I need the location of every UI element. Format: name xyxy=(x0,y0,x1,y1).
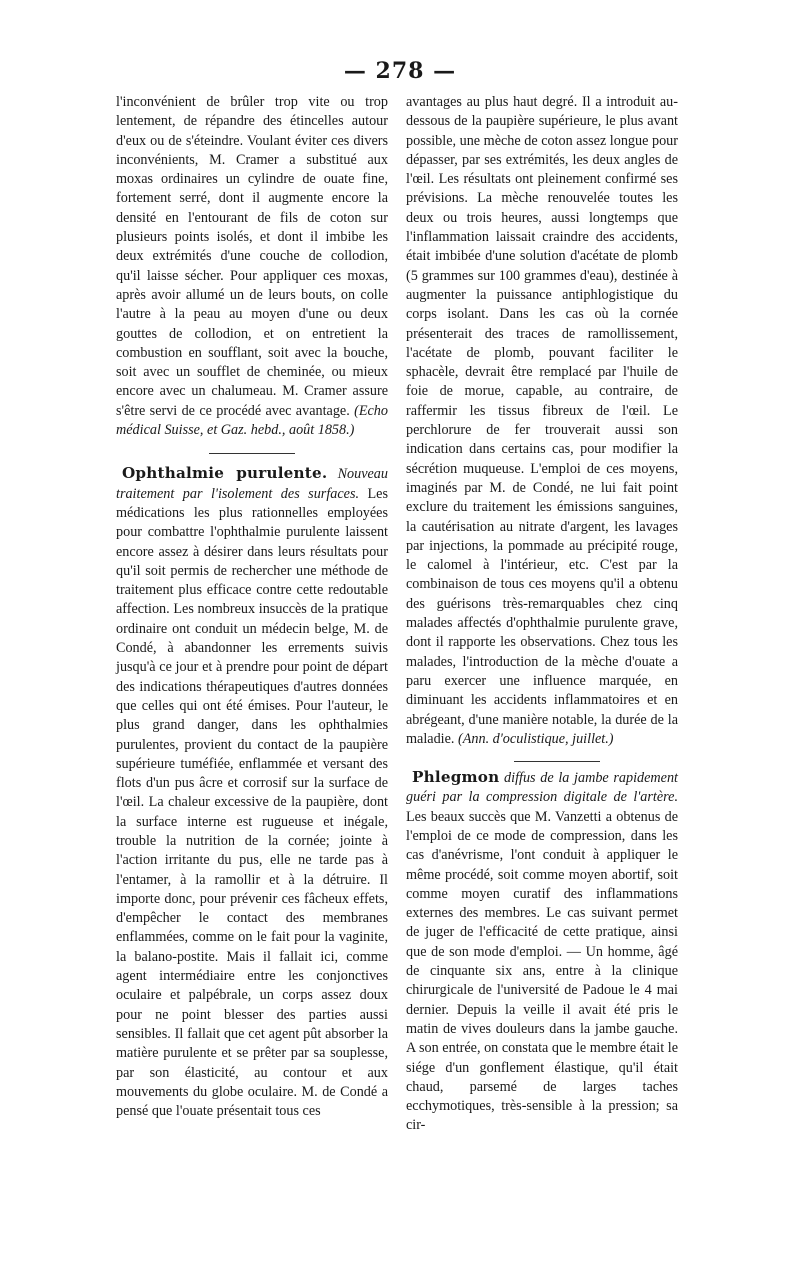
moxas-citation: (Echo médical Suisse, et Gaz. hebd., août 1858.) xyxy=(116,402,388,439)
article-ophthalmie-continued xyxy=(406,93,678,749)
page-number: — 278 — xyxy=(343,58,457,84)
paragraph-moxas xyxy=(116,93,388,440)
article-body-continued: avantages au plus haut degré. Il a introduit au-dessous de la paupière supérieure, le plus avant possible, une mèche de coton assez longue pour dépasser, par ses extrémités, les deux angles de l'œil. Les résultats ont pleinement confirmé ses prévisions. La mèche renouvelée toutes les deux ou trois heures, aussi longtemps que l'inflammation laissait craindre des accidents, était imbibée d'une solution d'acétate de plomb (5 grammes sur 100 grammes d'eau), destinée à augmenter la puissance antiphlogistique du corps isolant. Dans les cas où la cornée présenterait des traces de ramollissement, l'acétate de plomb, pouvant faciliter le sphacèle, devrait être remplacé par l'huile de foie de morue, capable, au contraire, de raffermir les tissus fibreux de l'œil. Le perchlorure de fer trouverait aussi son indication dans certains cas, pour modifier la sécrétion muqueuse. L'emploi de ces moyens, imaginés par M. de Condé, ne lui fait point exclure du traitement les émissions sanguines, la cautérisation au nitrate d'argent, les lavages par injections, la pommade au précipité rouge, le calomel à l'intérieur, etc. C'est par la combinaison de tous ces moyens qu'il a obtenu des guérisons très-remarquables chez cinq malades affectés d'ophthalmie purulente grave, dont il rapporte les observations. Chez tous les malades, l'introduction de la mèche d'ouate a paru exercer une influence marquée, en diminuant les accidents inflammatoires et en abrégeant, d'une manière notable, la durée de la maladie. xyxy=(406,94,678,747)
article-phlegmon xyxy=(406,768,678,1136)
article-subtitle-phlegmon: diffus de la jambe rapidement guéri par la compression digitale de l'artère. xyxy=(406,770,678,806)
article-heading-ophthalmie: Ophthalmie purulente. xyxy=(122,464,328,483)
article-body-ophthalmie: Les médications les plus rationnelles employées pour combattre l'ophthalmie purulente laissent encore assez à désirer dans leurs résultats pour qu'il soit permis de rechercher une méthode de traitement plus efficace contre cette redoutable affection. Les nombreux insuccès de la pratique ordinaire ont conduit un médecin belge, M. de Condé, à abandonner les errements suivis jusqu'à ce jour et à prendre pour point de départ des indications thérapeutiques d'autres données que celles qui ont été émises. Pour l'auteur, le plus grand danger, dans les ophthalmies purulentes, provient du contact de la paupière supérieure tuméfiée, enflammée et versant des flots d'un pus âcre et corrosif sur la surface de l'œil. La chaleur excessive de la paupière, dont la surface interne est rugueuse et inégale, trouble la nutrition de la cornée; jointe à l'action irritante du pus, elle ne tarde pas à l'entamer, à la ramollir et à la détruire. Il importe donc, pour prévenir ces fâcheux effets, d'empêcher le contact des membranes enflammées, comme on le fait pour la vaginite, la balano-postite. Mais il fallait ici, comme agent intermédiaire entre les conjonctives oculaire et palpébrale, un corps assez doux pour ne point blesser des parties aussi sensibles. Il fallait que cet agent pût absorber la matière purulente et se prêter par sa souplesse, par son élasticité, au contour et aux mouvements du globe oculaire. M. de Condé a pensé que l'ouate présentait tous ces xyxy=(116,485,389,1120)
section-divider xyxy=(514,761,600,762)
article-ophthalmie xyxy=(116,464,388,1121)
right-column xyxy=(406,93,678,1136)
article-body-phlegmon: Les beaux succès que M. Vanzetti a obtenus de l'emploi de ce mode de compression, dans les cas d'anévrisme, l'ont conduit à appliquer le même procédé, soit comme moyen abortif, soit comme moyen curatif des inflammations externes des membres. Le cas suivant permet de juger de l'efficacité de cette pratique, ainsi que de son mode d'emploi. — Un homme, âgé de cinquante six ans, entre à la clinique chirurgicale de l'université de Padoue le 4 mai dernier. Depuis la veille il avait été pris le matin de vives douleurs dans la jambe gauche. A son entrée, on constata que le membre était le siége d'un gonflement élastique, qu'il était chaud, parsemé de larges taches ecchymotiques, très-sensible à la pression; sa cir- xyxy=(406,808,678,1134)
left-column xyxy=(116,93,388,1121)
article-heading-phlegmon: Phlegmon xyxy=(412,768,500,787)
article-subtitle-ophthalmie: Nouveau traitement par l'isolement des surfaces. xyxy=(116,466,388,502)
ophthalmie-citation: (Ann. d'oculistique, juillet.) xyxy=(458,730,614,747)
section-divider xyxy=(209,453,295,454)
moxas-text: l'inconvénient de brûler trop vite ou trop lentement, de répandre des étincelles autour d'eux ou de s'éteindre. Voulant éviter ces divers inconvénients, M. Cramer a substitué aux moxas ordinaires un cylindre de ouate fine, fortement serré, dont il augmente encore la densité en l'entourant de fils de coton sur plusieurs points isolés, et dont il imbibe les deux extrémités d'une couche de collodion, qu'il laisse sécher. Pour appliquer ces moxas, après avoir allumé un de leurs bouts, on colle l'autre à la peau au moyen d'une ou deux gouttes de collodion, et on entretient la combustion en soufflant, soit avec la bouche, soit avec un soufflet de cheminée, ou mieux encore avec un chalumeau. M. Cramer assure s'être servi de ce procédé avec avantage. xyxy=(116,94,388,419)
